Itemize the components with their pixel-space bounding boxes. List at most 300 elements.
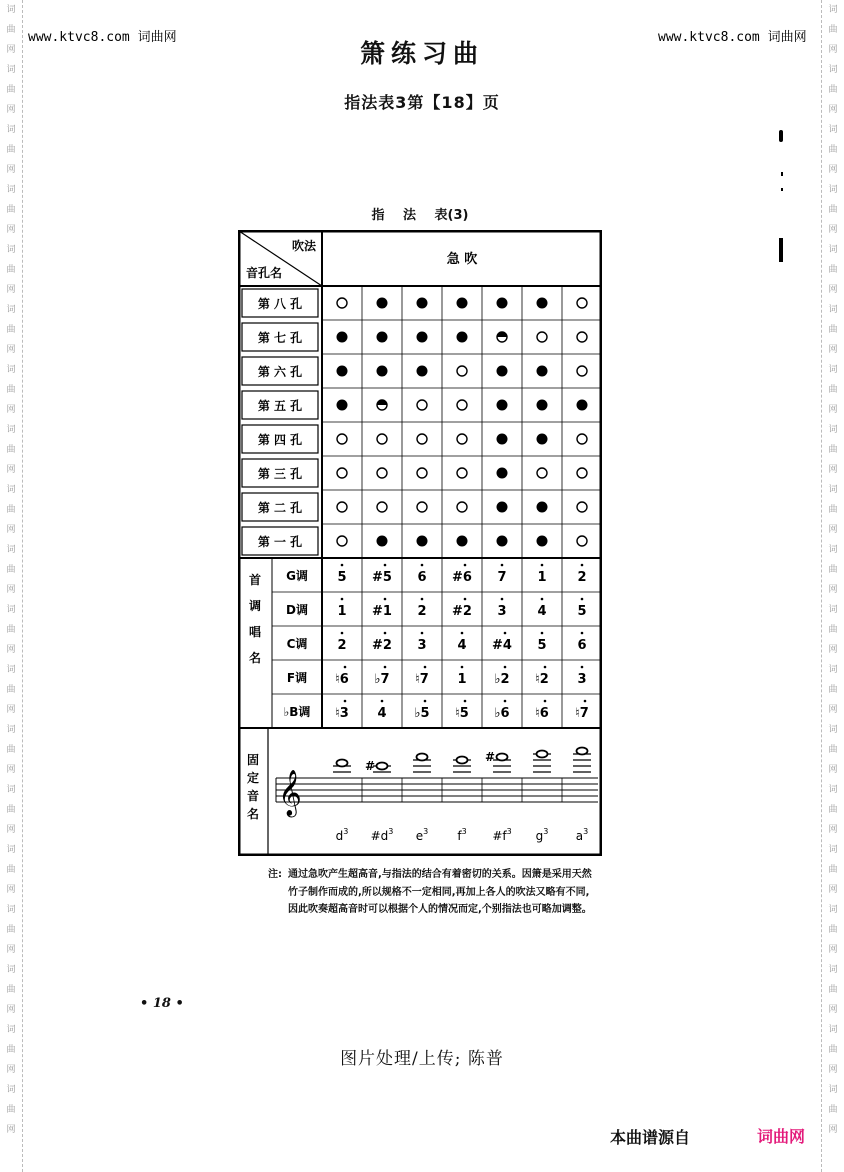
watermark-char: 曲 [6, 745, 16, 755]
jianpu-note: 5 [537, 638, 547, 653]
watermark-char: 曲 [6, 625, 16, 635]
octave-dot [381, 700, 384, 703]
watermark-char: 网 [6, 765, 16, 775]
octave-dot [544, 700, 547, 703]
watermark-char: 网 [6, 345, 16, 355]
watermark-char: 曲 [828, 1105, 838, 1115]
watermark-char: 曲 [6, 85, 16, 95]
jianpu-note: 4 [377, 706, 387, 721]
upload-credit: 图片处理/上传; 陈普 [340, 1049, 504, 1069]
watermark-char: 曲 [828, 25, 838, 35]
whole-note [497, 754, 508, 761]
watermark-char: 曲 [828, 685, 838, 695]
jianpu-note: 5 [337, 570, 347, 585]
technique-label: 急 吹 [446, 252, 478, 267]
octave-dot [384, 632, 387, 635]
jianpu-note: ♭5 [414, 706, 430, 721]
finger-hole-closed [497, 536, 508, 547]
whole-note [457, 757, 468, 764]
finger-hole-closed [377, 536, 388, 547]
watermark-char: 词 [828, 725, 838, 735]
pitch-name: $\#d^3$ [370, 827, 394, 843]
watermark-char: 曲 [6, 985, 16, 995]
watermark-char: 网 [6, 1125, 16, 1135]
watermark-char: 网 [6, 945, 16, 955]
jianpu-note: ♮7 [575, 706, 589, 721]
hole-label: 第 三 孔 [257, 467, 303, 481]
jianpu-note: ♮6 [335, 672, 349, 687]
octave-dot [341, 632, 344, 635]
watermark-char: 词 [828, 305, 838, 315]
octave-dot [501, 564, 504, 567]
jianpu-note: 7 [497, 570, 507, 585]
right-watermark-strip [821, 0, 844, 1172]
watermark-char: 词 [828, 1025, 838, 1035]
sung-name-label-char: 调 [248, 599, 262, 613]
watermark-char: 曲 [828, 505, 838, 515]
chart-title: 指 法 表(3) [371, 208, 469, 223]
whole-note [577, 748, 588, 755]
octave-dot [541, 598, 544, 601]
whole-note [537, 751, 548, 758]
octave-dot [501, 598, 504, 601]
page-subtitle: 指法表3第【18】页 [344, 93, 500, 112]
finger-hole-open [577, 468, 587, 478]
watermark-char: 网 [6, 825, 16, 835]
jianpu-note: ♮6 [535, 706, 549, 721]
pitch-name: $e^3$ [415, 827, 429, 843]
watermark-char: 曲 [6, 925, 16, 935]
corner-top-label: 吹法 [291, 239, 316, 253]
finger-hole-closed [417, 536, 428, 547]
pitch-octave-superscript: 3 [423, 827, 429, 836]
finger-hole-open [417, 502, 427, 512]
watermark-char: 词 [6, 5, 16, 15]
octave-dot [504, 632, 507, 635]
scan-artifact [779, 130, 783, 142]
watermark-char: 词 [6, 245, 16, 255]
jianpu-note: 3 [577, 672, 587, 687]
watermark-char: 词 [828, 65, 838, 75]
watermark-char: 网 [6, 645, 16, 655]
sung-name-label-char: 首 [248, 573, 262, 587]
watermark-char: 曲 [6, 865, 16, 875]
octave-dot [384, 666, 387, 669]
watermark-char: 词 [6, 605, 16, 615]
watermark-char: 网 [828, 1065, 838, 1075]
finger-hole-open [417, 400, 427, 410]
watermark-char: 网 [6, 165, 16, 175]
fixed-pitch-label-char: 固 [246, 753, 260, 767]
jianpu-note: 1 [457, 672, 467, 687]
finger-hole-closed [457, 332, 468, 343]
finger-hole-open [377, 434, 387, 444]
watermark-char: 曲 [6, 145, 16, 155]
octave-dot [341, 564, 344, 567]
pitch-octave-superscript: 3 [388, 827, 394, 836]
footnote-text: 通过急吹产生超高音,与指法的结合有着密切的关系。因箫是采用天然竹子制作而成的,所以规格不一定相同,再加上各人的吹法又略有不同,因此吹奏超高音时可以根据个人的情况而定,个别指法也可略加调整。 [288, 869, 592, 915]
finger-hole-open [577, 298, 587, 308]
jianpu-note: 3 [497, 604, 507, 619]
watermark-char: 网 [6, 45, 16, 55]
octave-dot [581, 632, 584, 635]
watermark-char: 曲 [6, 325, 16, 335]
watermark-char: 词 [828, 545, 838, 555]
finger-hole-open [537, 468, 547, 478]
finger-hole-open [337, 468, 347, 478]
finger-hole-open [337, 502, 347, 512]
octave-dot [581, 666, 584, 669]
octave-dot [461, 632, 464, 635]
finger-hole-open [457, 468, 467, 478]
finger-hole-closed [497, 468, 508, 479]
finger-hole-open [417, 434, 427, 444]
watermark-char: 曲 [6, 805, 16, 815]
watermark-char: 曲 [828, 445, 838, 455]
finger-hole-closed [577, 400, 588, 411]
watermark-char: 词 [6, 65, 16, 75]
finger-hole-closed [537, 298, 548, 309]
finger-hole-open [337, 536, 347, 546]
watermark-char: 词 [6, 1025, 16, 1035]
watermark-char: 网 [6, 225, 16, 235]
watermark-char: 词 [6, 845, 16, 855]
finger-hole-open [457, 434, 467, 444]
jianpu-note: 1 [337, 604, 347, 619]
jianpu-note: ♮3 [335, 706, 349, 721]
watermark-char: 网 [6, 885, 16, 895]
watermark-char: 网 [828, 645, 838, 655]
pitch-name: $\#f^3$ [492, 827, 512, 843]
octave-dot [584, 700, 587, 703]
hole-label: 第 四 孔 [257, 433, 303, 447]
corner-bottom-label: 音孔名 [246, 266, 283, 280]
watermark-char: 曲 [6, 1105, 16, 1115]
page-number: • 18 • [140, 996, 184, 1011]
finger-hole-open [577, 536, 587, 546]
watermark-char: 网 [828, 405, 838, 415]
watermark-char: 词 [828, 605, 838, 615]
watermark-char: 词 [6, 725, 16, 735]
octave-dot [581, 564, 584, 567]
jianpu-note: #6 [452, 570, 472, 585]
watermark-char: 词 [828, 185, 838, 195]
finger-hole-open [337, 434, 347, 444]
watermark-char: 网 [6, 405, 16, 415]
watermark-char: 曲 [828, 565, 838, 575]
finger-hole-open [377, 502, 387, 512]
watermark-char: 曲 [828, 385, 838, 395]
finger-hole-closed [537, 366, 548, 377]
watermark-char: 曲 [828, 145, 838, 155]
finger-hole-closed [337, 400, 348, 411]
octave-dot [544, 666, 547, 669]
pitch-name: $d^3$ [335, 827, 349, 843]
finger-hole-closed [497, 502, 508, 513]
pitch-octave-superscript: 3 [461, 827, 467, 836]
pitch-octave-superscript: 3 [343, 827, 349, 836]
watermark-char: 词 [6, 425, 16, 435]
watermark-char: 网 [6, 1065, 16, 1075]
finger-hole-open [457, 502, 467, 512]
watermark-char: 网 [828, 285, 838, 295]
finger-hole-closed [537, 536, 548, 547]
watermark-char: 网 [828, 165, 838, 175]
jianpu-note: 6 [577, 638, 587, 653]
watermark-char: 网 [828, 525, 838, 535]
finger-hole-closed [377, 332, 388, 343]
octave-dot [424, 700, 427, 703]
finger-hole-closed [337, 366, 348, 377]
jianpu-note: 2 [577, 570, 587, 585]
source-site-link[interactable]: 词曲网 [757, 1127, 806, 1146]
finger-hole-open [337, 298, 347, 308]
finger-hole-open [577, 332, 587, 342]
finger-hole-open [417, 468, 427, 478]
octave-dot [464, 598, 467, 601]
watermark-char: 词 [828, 365, 838, 375]
watermark-char: 词 [6, 125, 16, 135]
octave-dot [344, 666, 347, 669]
watermark-char: 网 [828, 345, 838, 355]
watermark-char: 曲 [6, 685, 16, 695]
watermark-char: 曲 [828, 745, 838, 755]
octave-dot [384, 598, 387, 601]
jianpu-note: ♮5 [455, 706, 469, 721]
source-label: 本曲谱源自 [610, 1128, 691, 1147]
watermark-char: 词 [828, 785, 838, 795]
octave-dot [341, 598, 344, 601]
jianpu-note: 2 [417, 604, 427, 619]
finger-hole-closed [537, 502, 548, 513]
watermark-char: 词 [6, 665, 16, 675]
jianpu-note: #4 [492, 638, 512, 653]
watermark-char: 曲 [828, 985, 838, 995]
watermark-char: 网 [6, 1005, 16, 1015]
watermark-char: 词 [6, 1085, 16, 1095]
watermark-char: 网 [828, 105, 838, 115]
staff-accidental: # [364, 759, 376, 773]
octave-dot [384, 564, 387, 567]
watermark-char: 网 [828, 765, 838, 775]
watermark-char: 曲 [6, 265, 16, 275]
finger-hole-open [577, 366, 587, 376]
watermark-char: 词 [6, 305, 16, 315]
pitch-name: $g^3$ [535, 827, 549, 843]
octave-dot [464, 564, 467, 567]
finger-hole-open [577, 434, 587, 444]
finger-hole-open [537, 332, 547, 342]
pitch-octave-superscript: 3 [543, 827, 549, 836]
watermark-char: 曲 [828, 865, 838, 875]
watermark-char: 词 [828, 485, 838, 495]
pitch-octave-superscript: 3 [506, 827, 512, 836]
whole-note [417, 754, 428, 761]
watermark-char: 词 [828, 1085, 838, 1095]
jianpu-note: #2 [372, 638, 392, 653]
octave-dot [421, 564, 424, 567]
octave-dot [424, 666, 427, 669]
octave-dot [421, 598, 424, 601]
page-title: 箫练习曲 [359, 39, 484, 68]
watermark-char: 词 [828, 905, 838, 915]
jianpu-note: 2 [337, 638, 347, 653]
watermark-left: www.ktvc8.com 词曲网 [28, 30, 177, 45]
jianpu-note: 3 [417, 638, 427, 653]
watermark-char: 曲 [6, 565, 16, 575]
finger-hole-closed [457, 298, 468, 309]
finger-hole-closed [497, 366, 508, 377]
jianpu-note: ♭7 [374, 672, 390, 687]
watermark-char: 词 [828, 845, 838, 855]
watermark-right: www.ktvc8.com 词曲网 [658, 30, 807, 45]
watermark-char: 网 [828, 585, 838, 595]
octave-dot [464, 700, 467, 703]
watermark-char: 词 [828, 245, 838, 255]
key-label: D调 [286, 603, 308, 617]
jianpu-note: 1 [537, 570, 547, 585]
finger-hole-open [457, 400, 467, 410]
fixed-pitch-label-char: 音 [246, 789, 260, 803]
watermark-char: 曲 [6, 505, 16, 515]
fixed-pitch-label-char: 定 [246, 771, 260, 785]
whole-note [377, 763, 388, 770]
hole-label: 第 五 孔 [257, 399, 303, 413]
watermark-char: 网 [828, 225, 838, 235]
watermark-char: 网 [6, 105, 16, 115]
octave-dot [421, 632, 424, 635]
watermark-char: 曲 [828, 625, 838, 635]
footnote-label: 注: [268, 869, 282, 880]
pitch-name: $f^3$ [457, 827, 467, 843]
watermark-char: 网 [828, 705, 838, 715]
watermark-char: 曲 [6, 205, 16, 215]
key-label: F调 [286, 671, 308, 685]
watermark-char: 曲 [6, 25, 16, 35]
watermark-char: 词 [828, 125, 838, 135]
watermark-char: 词 [6, 485, 16, 495]
watermark-char: 词 [6, 905, 16, 915]
key-label: C调 [286, 637, 308, 651]
watermark-char: 曲 [828, 85, 838, 95]
jianpu-note: ♮2 [535, 672, 549, 687]
watermark-char: 词 [6, 785, 16, 795]
staff-accidental: # [484, 750, 496, 764]
hole-label: 第 一 孔 [257, 535, 303, 549]
octave-dot [541, 564, 544, 567]
octave-dot [581, 598, 584, 601]
jianpu-note: ♮7 [415, 672, 429, 687]
treble-clef-icon: 𝄞 [278, 770, 302, 816]
fingering-chart [238, 230, 602, 856]
watermark-char: 词 [828, 965, 838, 975]
watermark-char: 曲 [828, 805, 838, 815]
finger-hole-closed [417, 366, 428, 377]
watermark-char: 词 [6, 545, 16, 555]
scan-artifact [781, 172, 783, 176]
watermark-char: 网 [828, 1125, 838, 1135]
jianpu-note: ♭2 [494, 672, 510, 687]
watermark-char: 曲 [828, 205, 838, 215]
watermark-char: 曲 [828, 325, 838, 335]
watermark-char: 网 [6, 285, 16, 295]
pitch-name: $a^3$ [575, 827, 589, 843]
watermark-char: 网 [828, 885, 838, 895]
jianpu-note: #2 [452, 604, 472, 619]
jianpu-note: 4 [457, 638, 467, 653]
finger-hole-closed [497, 400, 508, 411]
watermark-char: 词 [6, 365, 16, 375]
finger-hole-closed [417, 298, 428, 309]
octave-dot [461, 666, 464, 669]
watermark-char: 曲 [6, 1045, 16, 1055]
key-label: ♭B调 [283, 705, 311, 719]
finger-hole-closed [497, 298, 508, 309]
finger-hole-closed [457, 536, 468, 547]
octave-dot [541, 632, 544, 635]
octave-dot [504, 666, 507, 669]
scan-artifact [779, 238, 783, 262]
jianpu-note: 6 [417, 570, 427, 585]
watermark-char: 词 [6, 965, 16, 975]
watermark-char: 网 [6, 705, 16, 715]
jianpu-note: #5 [372, 570, 392, 585]
hole-label: 第 六 孔 [257, 365, 303, 379]
finger-hole-closed [417, 332, 428, 343]
watermark-char: 曲 [828, 265, 838, 275]
sung-name-label-char: 唱 [248, 625, 262, 639]
hole-label: 第 七 孔 [257, 331, 303, 345]
key-label: G调 [286, 569, 308, 583]
watermark-char: 词 [828, 5, 838, 15]
finger-hole-closed [537, 434, 548, 445]
scan-artifact [781, 188, 783, 191]
finger-hole-open [457, 366, 467, 376]
finger-hole-open [577, 502, 587, 512]
jianpu-note: #1 [372, 604, 392, 619]
watermark-char: 词 [828, 665, 838, 675]
left-watermark-strip [0, 0, 23, 1172]
watermark-char: 网 [6, 465, 16, 475]
watermark-char: 曲 [828, 925, 838, 935]
finger-hole-closed [337, 332, 348, 343]
whole-note [337, 760, 348, 767]
watermark-char: 曲 [828, 1045, 838, 1055]
finger-hole-closed [497, 434, 508, 445]
watermark-char: 网 [828, 945, 838, 955]
finger-hole-closed [537, 400, 548, 411]
watermark-char: 曲 [6, 385, 16, 395]
finger-hole-closed [377, 298, 388, 309]
sung-name-label-char: 名 [248, 651, 262, 665]
watermark-char: 网 [828, 45, 838, 55]
octave-dot [504, 700, 507, 703]
pitch-octave-superscript: 3 [583, 827, 589, 836]
jianpu-note: ♭6 [494, 706, 510, 721]
watermark-char: 网 [6, 525, 16, 535]
hole-label: 第 八 孔 [257, 297, 303, 311]
watermark-char: 网 [6, 585, 16, 595]
octave-dot [344, 700, 347, 703]
watermark-char: 词 [6, 185, 16, 195]
watermark-char: 网 [828, 465, 838, 475]
finger-hole-open [377, 468, 387, 478]
watermark-char: 词 [828, 425, 838, 435]
fixed-pitch-label-char: 名 [246, 807, 260, 821]
jianpu-note: 5 [577, 604, 587, 619]
jianpu-note: 4 [537, 604, 547, 619]
hole-label: 第 二 孔 [257, 501, 303, 515]
